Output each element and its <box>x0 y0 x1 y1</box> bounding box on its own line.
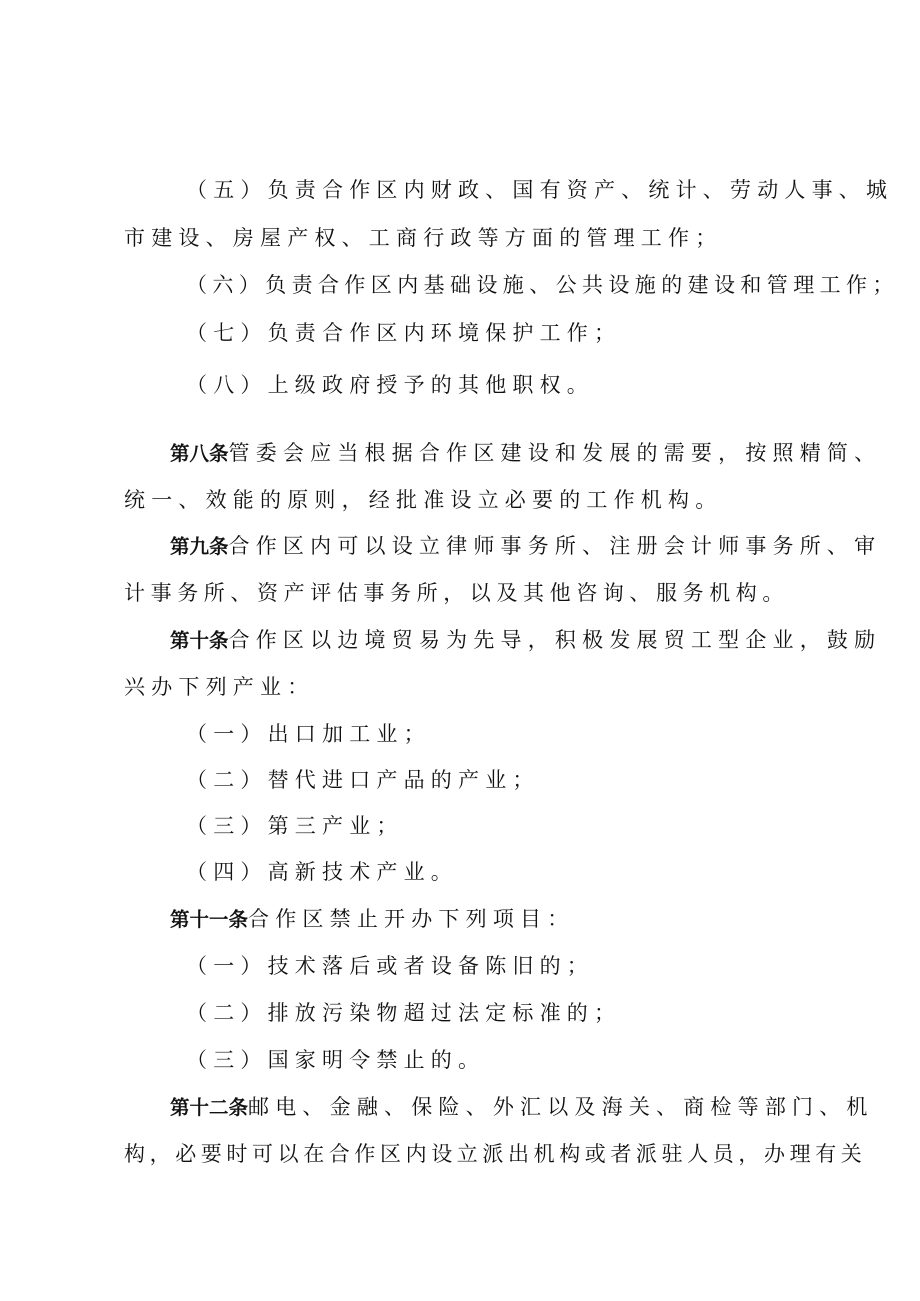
article-10-item-4: （四）高新技术产业。 <box>186 860 458 884</box>
article-11-item-1: （一）技术落后或者设备陈旧的； <box>186 954 594 978</box>
article-10-line1 <box>170 625 881 656</box>
article-9-line2: 计事务所、资产评估事务所，以及其他咨询、服务机构。 <box>124 581 789 605</box>
article-12-line1 <box>170 1092 874 1123</box>
item-5-line1: （五）负责合作区内财政、国有资产、统计、劳动人事、城 <box>186 178 894 202</box>
article-10-line2: 兴办下列产业： <box>124 675 315 699</box>
article-11-item-2: （二）排放污染物超过法定标准的； <box>186 1001 622 1025</box>
article-10-item-2: （二）替代进口产品的产业； <box>186 768 540 792</box>
article-9-line1 <box>170 531 881 562</box>
article-12-line2: 构，必要时可以在合作区内设立派出机构或者派驻人员，办理有关 <box>124 1142 867 1166</box>
article-12-text1: 邮电、金融、保险、外汇以及海关、商检等部门、机 <box>248 1095 874 1119</box>
article-10-text1: 合作区以边境贸易为先导，积极发展贸工型企业，鼓励 <box>228 628 882 652</box>
item-5-line2: 市建设、房屋产权、工商行政等方面的管理工作； <box>124 226 723 250</box>
article-10-item-3: （三）第三产业； <box>186 814 404 838</box>
article-12-label: 第十二条 <box>170 1096 249 1119</box>
article-11-text1: 合作区禁止开办下列项目： <box>248 907 575 931</box>
item-8: （八）上级政府授予的其他职权。 <box>186 373 594 397</box>
article-10-item-1: （一）出口加工业； <box>186 722 431 746</box>
article-8-line1 <box>170 438 881 469</box>
article-8-text1: 管委会应当根据合作区建设和发展的需要，按照精简、 <box>228 441 882 465</box>
item-6: （六）负责合作区内基础设施、公共设施的建设和管理工作； <box>186 273 899 297</box>
article-11-line1 <box>170 904 574 935</box>
article-8-line2: 统一、效能的原则，经批准设立必要的工作机构。 <box>124 488 723 512</box>
article-8-label: 第八条 <box>170 442 229 465</box>
item-7: （七）负责合作区内环境保护工作； <box>186 321 622 345</box>
article-11-label: 第十一条 <box>170 908 249 931</box>
article-9-text1: 合作区内可以设立律师事务所、注册会计师事务所、审 <box>228 534 882 558</box>
article-11-item-3: （三）国家明令禁止的。 <box>186 1048 486 1072</box>
article-9-label: 第九条 <box>170 535 229 558</box>
article-10-label: 第十条 <box>170 629 229 652</box>
